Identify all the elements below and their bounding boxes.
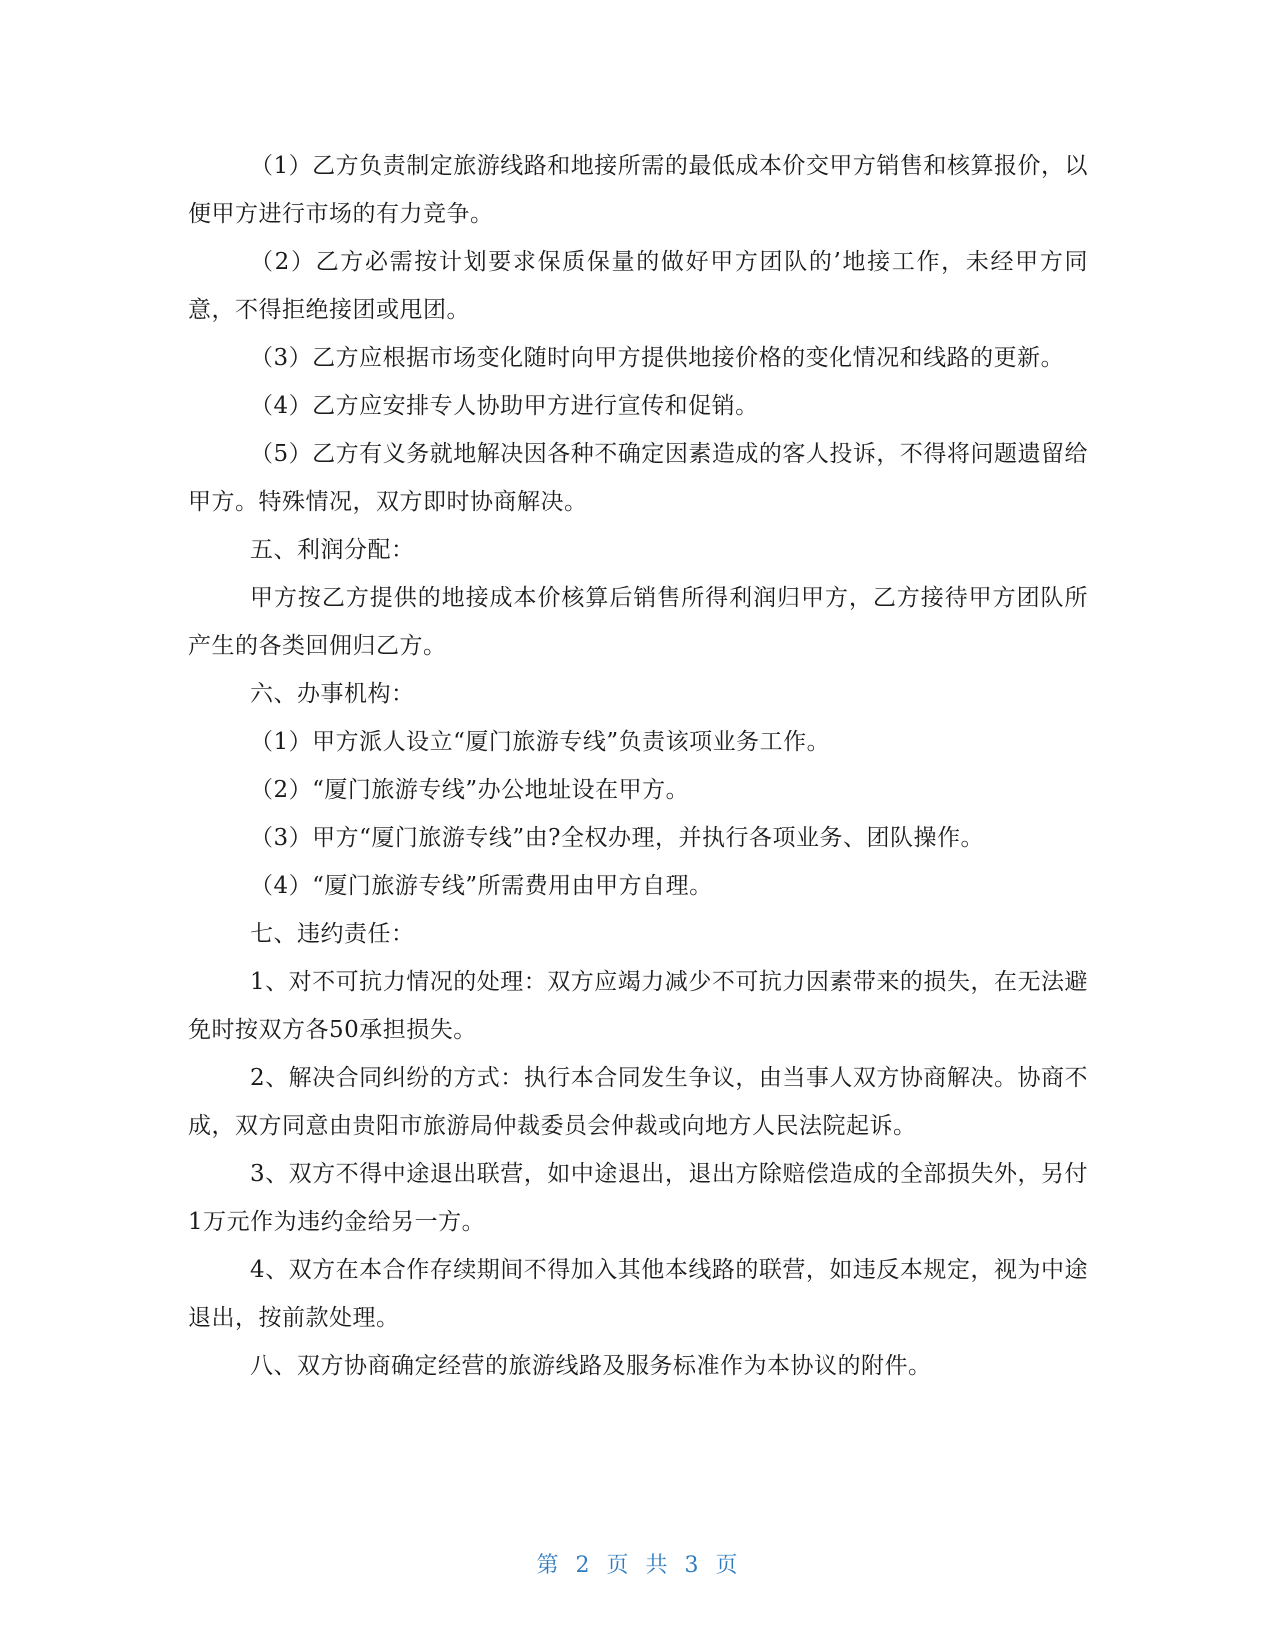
footer-total-word: 共 xyxy=(645,1553,669,1578)
document-body xyxy=(188,142,1088,1390)
profit-distribution-text: 甲方按乙方提供的地接成本价核算后销售所得利润归甲方，乙方接待甲方团队所产生的各类回佣归乙方。 xyxy=(188,585,1088,659)
clause-7-2: 2、解决合同纠纷的方式：执行本合同发生争议，由当事人双方协商解决。协商不成，双方同意由贵阳市旅游局仲裁委员会仲裁或向地方人民法院起诉。 xyxy=(188,1065,1088,1139)
footer-page-word: 页 xyxy=(606,1553,630,1578)
clause-7-1: 1、对不可抗力情况的处理：双方应竭力减少不可抗力因素带来的损失，在无法避免时按双方各50承担损失。 xyxy=(188,969,1088,1043)
clause-7-3: 3、双方不得中途退出联营，如中途退出，退出方除赔偿造成的全部损失外，另付1万元作为违约金给另一方。 xyxy=(188,1161,1088,1235)
clause-6-3: （3）甲方“厦门旅游专线”由?全权办理，并执行各项业务、团队操作。 xyxy=(250,825,984,851)
footer-suffix: 页 xyxy=(715,1553,739,1578)
clause-6-4: （4）“厦门旅游专线”所需费用由甲方自理。 xyxy=(250,873,713,899)
section-heading-appendix: 八、双方协商确定经营的旅游线路及服务标准作为本协议的附件。 xyxy=(250,1353,932,1379)
footer-current-page: 2 xyxy=(575,1553,591,1578)
page-footer xyxy=(0,1548,1275,1579)
section-heading-breach: 七、违约责任： xyxy=(250,921,415,947)
clause-4-5: （5）乙方有义务就地解决因各种不确定因素造成的客人投诉，不得将问题遗留给甲方。特殊情况，双方即时协商解决。 xyxy=(188,441,1088,515)
clause-4-2: （2）乙方必需按计划要求保质保量的做好甲方团队的’地接工作，未经甲方同意，不得拒绝接团或甩团。 xyxy=(188,249,1088,323)
clause-4-1: （1）乙方负责制定旅游线路和地接所需的最低成本价交甲方销售和核算报价，以便甲方进行市场的有力竞争。 xyxy=(188,153,1088,227)
clause-6-2: （2）“厦门旅游专线”办公地址设在甲方。 xyxy=(250,777,690,803)
section-heading-office: 六、办事机构： xyxy=(250,681,415,707)
footer-prefix: 第 xyxy=(536,1553,560,1578)
clause-4-4: （4）乙方应安排专人协助甲方进行宣传和促销。 xyxy=(250,393,759,419)
clause-7-4: 4、双方在本合作存续期间不得加入其他本线路的联营，如违反本规定，视为中途退出，按前款处理。 xyxy=(188,1257,1088,1331)
clause-6-1: （1）甲方派人设立“厦门旅游专线”负责该项业务工作。 xyxy=(250,729,831,755)
clause-4-3: （3）乙方应根据市场变化随时向甲方提供地接价格的变化情况和线路的更新。 xyxy=(250,345,1065,371)
section-heading-profit: 五、利润分配： xyxy=(250,537,415,563)
footer-total-pages: 3 xyxy=(684,1553,700,1578)
